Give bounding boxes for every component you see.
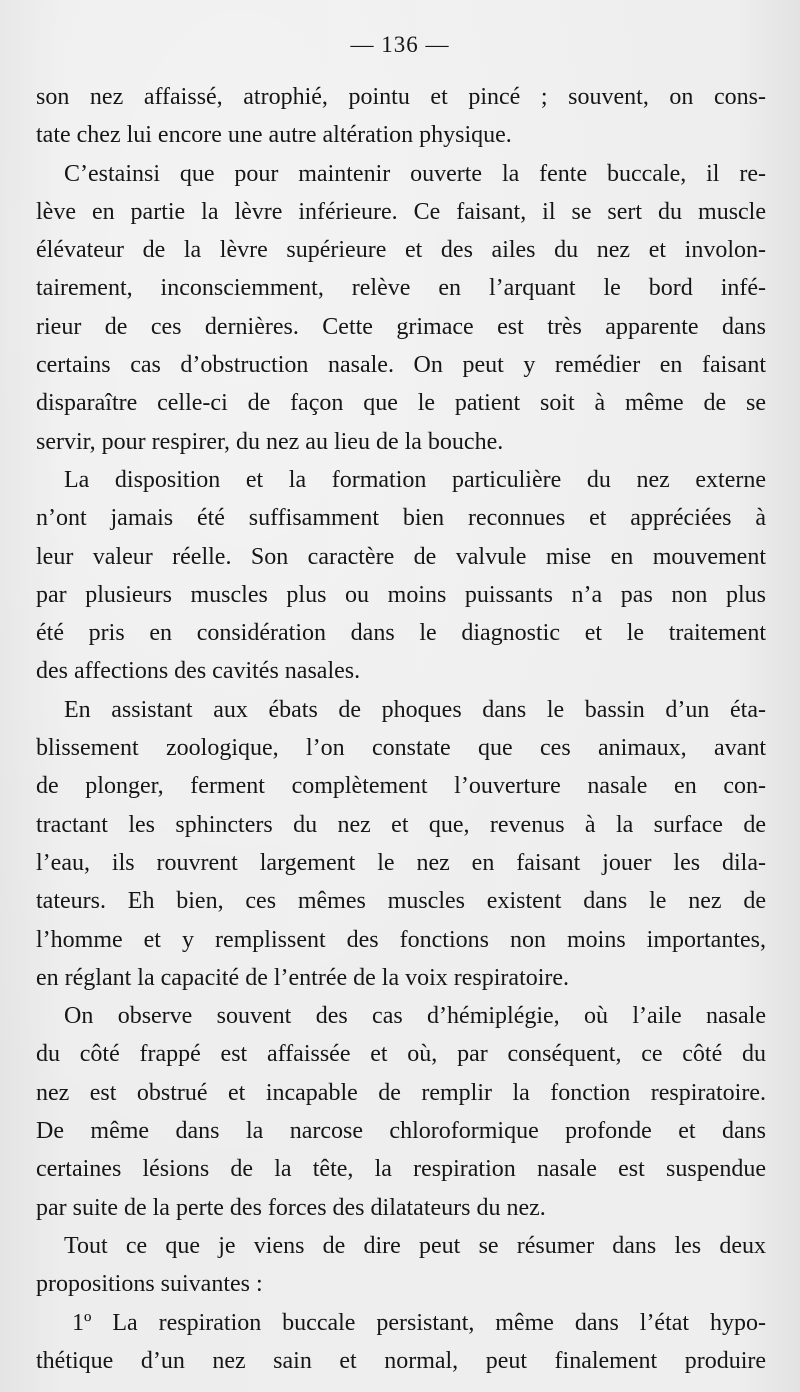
text-line: l’eau, ils rouvrent largement le nez en faisant jouer les dila-	[36, 849, 766, 876]
text-line: De même dans la narcose chloroformique profonde et dans	[36, 1118, 766, 1145]
text-line: lève en partie la lèvre inférieure. Ce faisant, il se sert du muscle	[36, 198, 766, 225]
text-line: En assistant aux ébats de phoques dans le bassin d’un éta-	[64, 696, 766, 723]
text-line: disparaître celle-ci de façon que le patient soit à même de se	[36, 390, 766, 417]
text-line: élévateur de la lèvre supérieure et des ailes du nez et involon-	[36, 237, 766, 264]
text-line: certains cas d’obstruction nasale. On peut y remédier en faisant	[36, 352, 766, 379]
text-line: On observe souvent des cas d’hémiplégie, où l’aile nasale	[64, 1003, 766, 1030]
text-line: l’homme et y remplissent des fonctions non moins importantes,	[36, 926, 766, 953]
text-line: des affections des cavités nasales.	[36, 658, 361, 685]
text-line: du côté frappé est affaissée et où, par conséquent, ce côté du	[36, 1041, 766, 1068]
page-number: — 136 —	[350, 32, 450, 57]
text-line: propositions suivantes :	[36, 1271, 263, 1298]
text-line: certaines lésions de la tête, la respiration nasale est suspendue	[36, 1156, 766, 1183]
text-line: tate chez lui encore une autre altération physique.	[36, 122, 512, 149]
text-line: thétique d’un nez sain et normal, peut finalement produire	[36, 1347, 766, 1374]
text-line: Tout ce que je viens de dire peut se résumer dans les deux	[64, 1232, 766, 1259]
text-line: de plonger, ferment complètement l’ouverture nasale en con-	[36, 773, 766, 800]
text-line: nez est obstrué et incapable de remplir la fonction respiratoire.	[36, 1079, 766, 1106]
text-line: n’ont jamais été suffisamment bien reconnues et appréciées à	[36, 505, 766, 532]
text-line: par suite de la perte des forces des dilatateurs du nez.	[36, 1194, 546, 1221]
text-line: en réglant la capacité de l’entrée de la voix respiratoire.	[36, 964, 570, 991]
text-line: par plusieurs muscles plus ou moins puissants n’a pas non plus	[36, 581, 766, 608]
text-line: son nez affaissé, atrophié, pointu et pincé ; souvent, on cons-	[36, 84, 766, 110]
text-line: rieur de ces dernières. Cette grimace est très apparente dans	[36, 313, 766, 340]
text-line: 1º La respiration buccale persistant, même dans l’état hypo-	[72, 1309, 766, 1336]
text-line: blissement zoologique, l’on constate que ces animaux, avant	[36, 735, 766, 762]
text-line: été pris en considération dans le diagnostic et le traitement	[36, 620, 766, 647]
text-line: tairement, inconsciemment, relève en l’arquant le bord infé-	[36, 275, 766, 302]
text-line: C’estainsi que pour maintenir ouverte la fente buccale, il re-	[64, 160, 766, 187]
text-line: tractant les sphincters du nez et que, revenus à la surface de	[36, 811, 766, 838]
text-line: servir, pour respirer, du nez au lieu de la bouche.	[36, 428, 504, 455]
text-line: leur valeur réelle. Son caractère de valvule mise en mouvement	[36, 543, 766, 570]
text-line: tateurs. Eh bien, ces mêmes muscles existent dans le nez de	[36, 888, 766, 915]
page-body	[36, 78, 766, 1380]
text-line: La disposition et la formation particulière du nez externe	[64, 466, 766, 493]
